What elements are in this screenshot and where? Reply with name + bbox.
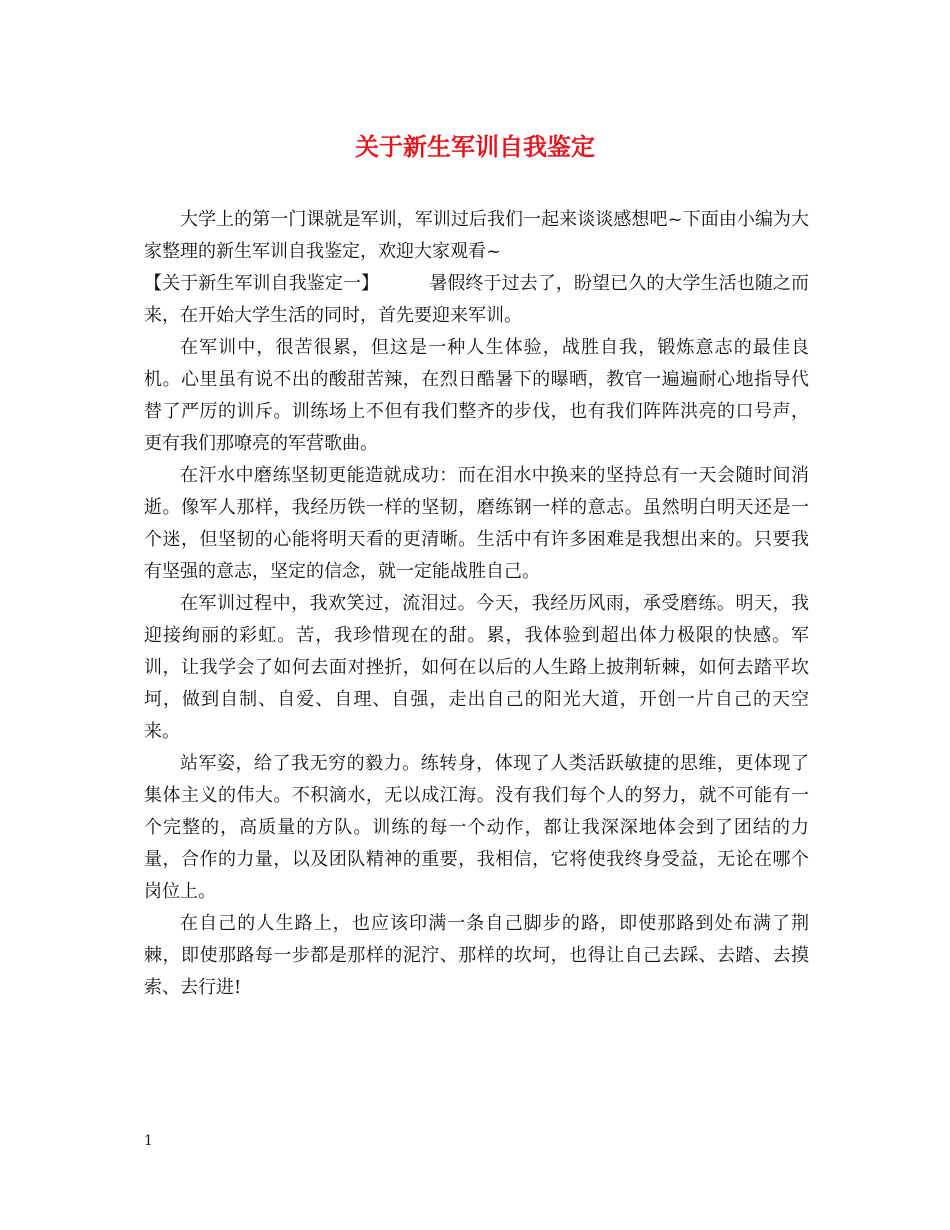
document-title: 关于新生军训自我鉴定	[355, 133, 595, 161]
body-paragraph-2: 在汗水中磨练坚韧更能造就成功：而在泪水中换来的坚持总有一天会随时间消逝。像军人那样，我经历铁一样的坚韧，磨练钢一样的意志。虽然明白明天还是一个迷，但坚韧的心能将明天看的更清晰。生活中有许多困难是我想出来的。只要我有坚强的意志，坚定的信念，就一定能战胜自己。	[144, 465, 809, 582]
section-heading: 【关于新生军训自我鉴定一】	[144, 273, 380, 294]
body-paragraph-3: 在军训过程中，我欢笑过，流泪过。今天，我经历风雨，承受磨练。明天，我迎接绚丽的彩虹。苦，我珍惜现在的甜。累，我体验到超出体力极限的快感。军训，让我学会了如何去面对挫折，如何在以后的人生路上披荆斩棘，如何去踏平坎坷，做到自制、自爱、自理、自强，走出自己的阳光大道，开创一片自己的天空来。	[144, 593, 809, 742]
document-body	[144, 204, 809, 1004]
body-paragraph-5: 在自己的人生路上，也应该印满一条自己脚步的路，即使那路到处布满了荆棘，即使那路每一步都是那样的泥泞、那样的坎坷，也得让自己去踩、去踏、去摸索、去行进!	[144, 913, 809, 998]
body-paragraph-4: 站军姿，给了我无穷的毅力。练转身，体现了人类活跃敏捷的思维，更体现了集体主义的伟大。不积滴水，无以成江海。没有我们每个人的努力，就不可能有一个完整的，高质量的方队。训练的每一个动作，都让我深深地体会到了团结的力量，合作的力量，以及团队精神的重要，我相信，它将使我终身受益，无论在哪个岗位上。	[144, 753, 809, 902]
body-paragraph-1: 在军训中，很苦很累，但这是一种人生体验，战胜自我，锻炼意志的最佳良机。心里虽有说不出的酸甜苦辣，在烈日酷暑下的曝晒，教官一遍遍耐心地指导代替了严厉的训斥。训练场上不但有我们整齐的步伐，也有我们阵阵洪亮的口号声，更有我们那嘹亮的军营歌曲。	[144, 337, 809, 454]
section-first-text: 暑假终于过去了，盼望已久的大学生活也随之而来，在开始大学生活的同时，首先要迎来军训。	[144, 273, 810, 326]
page-number: 1	[144, 1133, 153, 1149]
intro-paragraph: 大学上的第一门课就是军训，军训过后我们一起来谈谈感想吧~下面由小编为大家整理的新生军训自我鉴定，欢迎大家观看~	[144, 209, 809, 262]
section-paragraph	[144, 268, 809, 332]
